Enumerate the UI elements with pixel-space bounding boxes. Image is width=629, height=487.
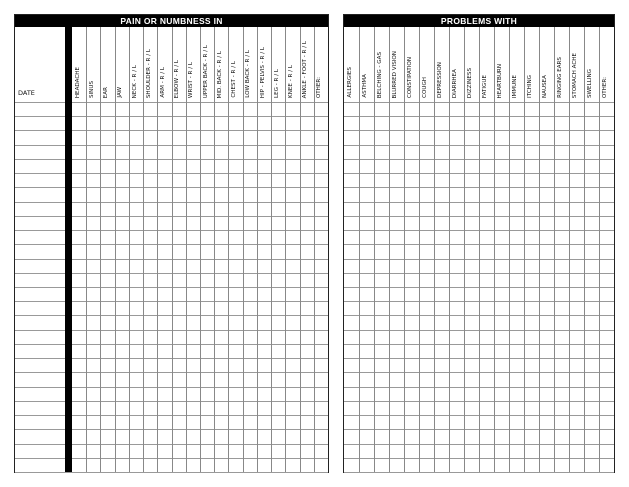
column-line xyxy=(449,27,450,472)
column-header: ELBOW - R / L xyxy=(174,59,181,98)
column-line xyxy=(539,27,540,472)
column-header: KNEE - R / L xyxy=(287,65,294,98)
column-line xyxy=(359,27,360,472)
column-line xyxy=(599,27,600,472)
column-header: HEARTBURN xyxy=(497,63,503,98)
row-line xyxy=(344,472,614,473)
pain-numbness-grid xyxy=(15,27,328,472)
column-line xyxy=(100,27,101,472)
column-line xyxy=(86,27,87,472)
column-line xyxy=(314,27,315,472)
column-line xyxy=(214,27,215,472)
column-header: COUGH xyxy=(422,77,428,98)
column-line xyxy=(509,27,510,472)
pain-numbness-title: PAIN OR NUMBNESS IN xyxy=(15,15,328,27)
column-line xyxy=(257,27,258,472)
column-line xyxy=(129,27,130,472)
column-line xyxy=(584,27,585,472)
column-line xyxy=(404,27,405,472)
problems-title: PROBLEMS WITH xyxy=(344,15,614,27)
column-header: FATIGUE xyxy=(482,74,488,98)
column-header: BELCHING - GAS xyxy=(377,51,383,98)
column-line xyxy=(434,27,435,472)
problems-grid xyxy=(344,27,614,472)
column-header: RINGING EARS xyxy=(557,57,563,98)
column-line xyxy=(243,27,244,472)
column-header: LOW BACK - R / L xyxy=(245,50,252,98)
column-line xyxy=(271,27,272,472)
column-line xyxy=(494,27,495,472)
problems-panel xyxy=(343,14,615,473)
column-line xyxy=(285,27,286,472)
column-header: NECK - R / L xyxy=(131,64,138,98)
column-line xyxy=(524,27,525,472)
column-line xyxy=(143,27,144,472)
column-header: ITCHING xyxy=(527,74,533,98)
column-header: HEADACHE xyxy=(74,66,81,98)
column-header: CONSTIPATION xyxy=(407,56,413,98)
column-line xyxy=(464,27,465,472)
column-header: LEG - R / L xyxy=(273,68,280,98)
date-column-divider xyxy=(65,27,72,472)
column-line xyxy=(200,27,201,472)
column-header: OTHER: xyxy=(316,76,323,98)
column-header: HIP - PELVIS - R / L xyxy=(259,46,266,98)
column-header: WRIST - R / L xyxy=(188,61,195,98)
column-header: ASTHMA xyxy=(362,74,368,98)
column-line xyxy=(569,27,570,472)
column-line xyxy=(228,27,229,472)
column-line xyxy=(300,27,301,472)
row-line xyxy=(15,472,328,473)
column-header: UPPER BACK - R / L xyxy=(202,44,209,98)
column-header: IMMUNE xyxy=(512,74,518,98)
column-header: SWELLING xyxy=(587,68,593,98)
column-header: MID. BACK - R / L xyxy=(216,50,223,98)
column-header: NAUSEA xyxy=(542,74,548,98)
column-header: ARM - R / L xyxy=(159,67,166,98)
column-line xyxy=(419,27,420,472)
column-header: OTHER: xyxy=(602,76,608,98)
column-line xyxy=(479,27,480,472)
column-header: ANKLE - FOOT - R / L xyxy=(302,40,309,98)
column-line xyxy=(115,27,116,472)
column-header: JAW xyxy=(117,87,124,98)
column-header: DIZZINESS xyxy=(467,67,473,98)
column-header: ALLERGIES xyxy=(347,67,353,98)
column-line xyxy=(157,27,158,472)
column-header: STOMACH ACHE xyxy=(572,52,578,98)
column-line xyxy=(172,27,173,472)
column-header: DIARRHEA xyxy=(452,68,458,98)
column-header: EAR xyxy=(103,86,110,98)
column-header: SINUS xyxy=(88,80,95,98)
pain-numbness-panel xyxy=(14,14,329,473)
column-line xyxy=(374,27,375,472)
date-column-header: DATE xyxy=(18,89,35,97)
column-line xyxy=(186,27,187,472)
column-header: DEPRESSION xyxy=(437,62,443,98)
column-line xyxy=(554,27,555,472)
column-header: SHOULDER - R / L xyxy=(145,48,152,98)
column-header: CHEST - R / L xyxy=(231,61,238,98)
column-line xyxy=(389,27,390,472)
column-header: BLURRED VISION xyxy=(392,50,398,98)
